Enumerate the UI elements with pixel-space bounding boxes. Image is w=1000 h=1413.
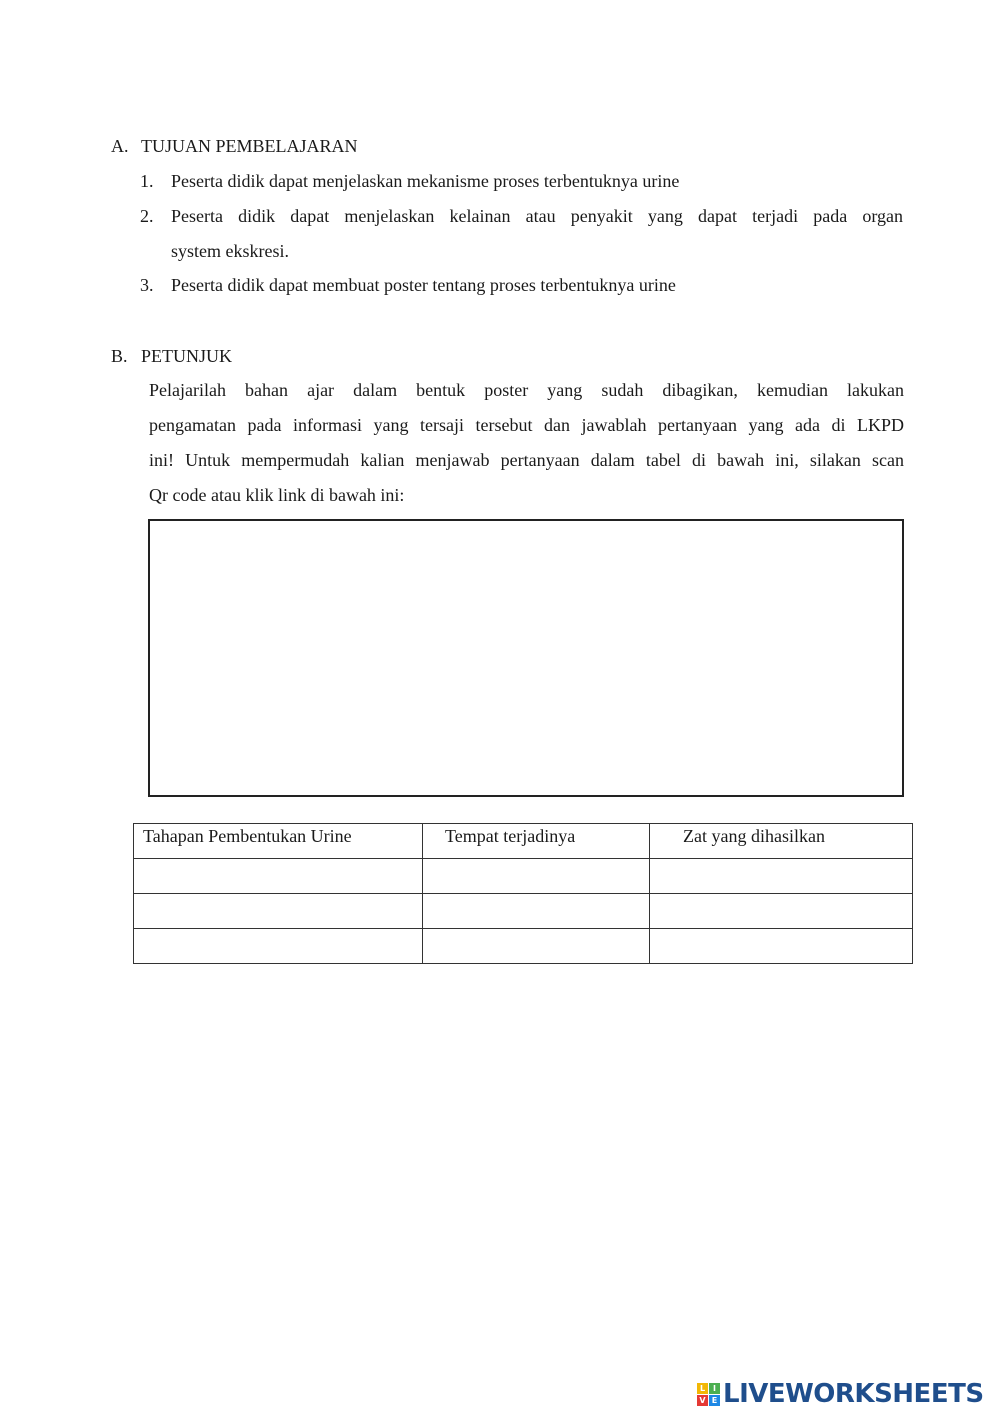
answer-cell[interactable] [650,859,913,894]
qr-link-box[interactable] [148,519,904,797]
answer-cell[interactable] [650,894,913,929]
table-header-row [134,824,913,859]
header-cell-substance: Zat yang dihasilkan [650,824,913,859]
objective-3-number: 3. [140,275,154,295]
instruction-line-3: ini! Untuk mempermudah kalian menjawab pertanyaan dalam tabel di bawah ini, silakan scan [149,450,904,470]
objective-2-number: 2. [140,206,154,226]
answer-cell[interactable] [423,894,650,929]
liveworksheets-wordmark: LIVEWORKSHEETS [723,1379,984,1409]
objective-2-text-line2: system ekskresi. [171,241,289,261]
liveworksheets-logo-icon: L I V E [697,1383,720,1406]
answer-cell[interactable] [134,894,423,929]
answer-cell[interactable] [650,929,913,964]
objective-1-text: Peserta didik dapat menjelaskan mekanisme proses terbentuknya urine [171,171,680,191]
objective-2-text-line1: Peserta didik dapat menjelaskan kelainan atau penyakit yang dapat terjadi pada organ [171,206,903,226]
section-a-title: TUJUAN PEMBELAJARAN [141,136,358,156]
header-cell-location: Tempat terjadinya [423,824,650,859]
objective-3-text: Peserta didik dapat membuat poster tentang proses terbentuknya urine [171,275,676,295]
table-row [134,859,913,894]
instruction-line-2: pengamatan pada informasi yang tersaji tersebut dan jawablah pertanyaan yang ada di LKPD [149,415,904,435]
answer-cell[interactable] [134,859,423,894]
section-b-letter: B. [111,346,128,366]
answer-cell[interactable] [134,929,423,964]
instruction-line-4: Qr code atau klik link di bawah ini: [149,485,405,505]
instruction-line-1: Pelajarilah bahan ajar dalam bentuk poster yang sudah dibagikan, kemudian lakukan [149,380,904,400]
table-row [134,894,913,929]
answer-cell[interactable] [423,929,650,964]
liveworksheets-watermark [697,1378,984,1410]
answer-table [133,823,913,964]
answer-cell[interactable] [423,859,650,894]
objective-1-number: 1. [140,171,154,191]
section-a-letter: A. [111,136,129,156]
header-cell-stage: Tahapan Pembentukan Urine [134,824,423,859]
section-b-title: PETUNJUK [141,346,233,366]
table-row [134,929,913,964]
